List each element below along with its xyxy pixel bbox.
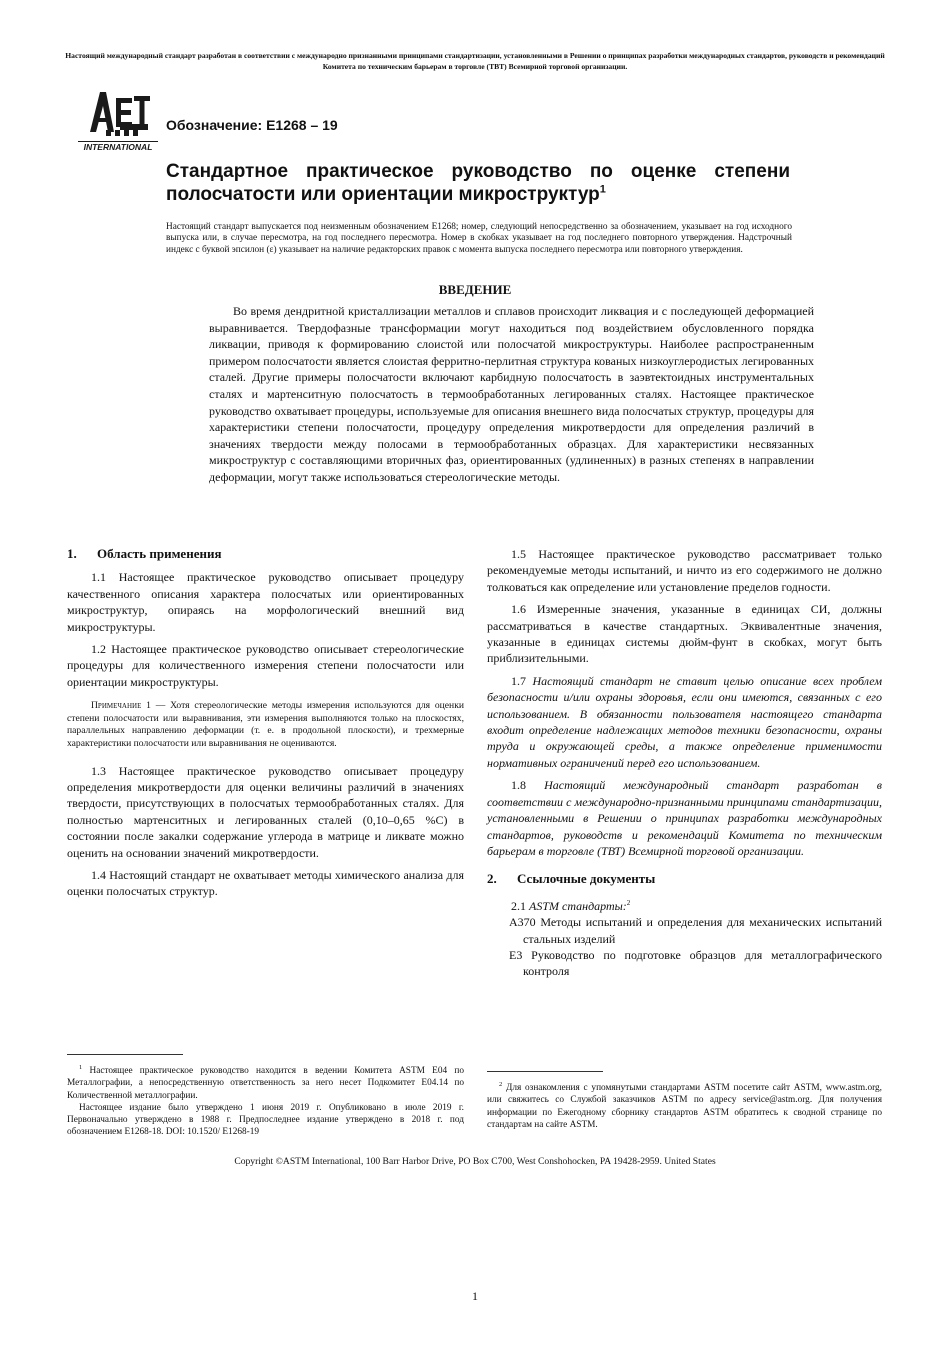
footnote-divider-left [67, 1054, 183, 1055]
astm-logo [76, 84, 160, 154]
left-column [67, 546, 464, 906]
designation: Обозначение: E1268 – 19 [166, 117, 338, 133]
footnote-2-mark: 2 [499, 1081, 503, 1088]
paragraph-1-3: 1.3 Настоящее практическое руководство описывает процедуру определения микротвердости для оценки величины различий в значениях твердости, присутствующих в полосчатых термообработанных сталях. Для полностью мартенситных и легированных сталей (0,10–0,65 %C) в состоянии после закалки содержание углерода в матрице и ликвате можно оценить на основании значений микротвердости. [67, 763, 464, 860]
title-footnote-mark: 1 [599, 183, 606, 196]
paragraph-1-7-number: 1.7 [511, 673, 526, 688]
paragraph-1-7-text: Настоящий стандарт не ставит целью описание всех проблем безопасности и/или охраны здоровья, если они имеются, связанных с его использованием. В обязанности пользователя настоящего стандарта входит определение надлежащих методов техники безопасности, охраны труда и окружающей среды, а также определение применимости нормативных ограничений перед его использованием. [487, 673, 882, 770]
right-column [487, 546, 882, 980]
note-1 [67, 700, 464, 750]
footnote-1-approval: Настоящее издание было утверждено 1 июня 2019 г. Опубликовано в июле 2019 г. Первоначально утверждено в 1988 г. Предпоследнее издание утверждено в 2018 г. под обозначением E1268-18. DOI: 10.1520/ E1268-19 [67, 1102, 464, 1138]
subsection-2-1-label: ASTM стандарты: [529, 898, 627, 913]
document-title-text: Стандартное практическое руководство по оценке степени полосчатости или ориентации микроструктур [166, 161, 790, 205]
note-1-text: Хотя стереологические методы измерения используются для оценки степени полосчатости или выравнивания, эти измерения выполняются только на плоскостях, параллельных направлению деформации (т. е. в продольной плоскости), и трехмерные характеристики полосчатости или выравнивания не оцениваются. [67, 700, 464, 750]
footnote-2-paragraph [487, 1079, 882, 1131]
paragraph-1-6: 1.6 Измеренные значения, указанные в единицах СИ, должны рассматриваться в качестве стандартных. Эквивалентные значения, указанные в единицах системы дюйм-фунт в скобках, могут быть приблизительными. [487, 602, 882, 666]
copyright: Copyright ©ASTM International, 100 Barr Harbor Drive, PO Box C700, West Conshohocken, PA 19428-2959. United States [234, 1156, 716, 1167]
footnote-1-paragraph [67, 1062, 464, 1102]
section-1-number: 1. [67, 546, 77, 561]
reference-code: E3 [509, 947, 523, 962]
paragraph-1-5: 1.5 Настоящее практическое руководство рассматривает только рекомендуемые методы испытаний, и ничто из его содержимого не должно толковаться как определение или установление пределов годности. [487, 547, 882, 594]
paragraph-1-7 [487, 673, 882, 771]
section-2-number: 2. [487, 871, 497, 887]
footnote-2-text: Для ознакомления с упомянутыми стандартами ASTM посетите сайт ASTM, www.astm.org, или свяжитесь со Службой заказчиков ASTM по адресу service@astm.org. Для получения информации по Ежегодному сборнику стандартов ASTM обратитесь к сводной странице по стандартам на сайте ASTM. [487, 1083, 882, 1130]
reference-item [487, 947, 882, 980]
reference-code: A370 [509, 915, 536, 930]
paragraph-1-8-text: Настоящий международный стандарт разработан в соответствии с международно-признанными принципами стандартизации, установленными в Решении о принципах разработки международных стандартов, руководств и рекомендаций Комитета по техническим барьерам в торговле (ТВТ) Всемирной торговой организации. [487, 778, 882, 858]
reference-title: Методы испытаний и определения для механических испытаний стальных изделий [523, 915, 883, 946]
paragraph-1-8 [487, 777, 882, 859]
footnote-2 [487, 1079, 882, 1131]
footnote-1 [67, 1062, 464, 1138]
subsection-2-1-number: 2.1 [511, 898, 526, 913]
standards-notice: Настоящий международный стандарт разработан в соответствии с международно признанными принципами стандартизации, установленными в Решении о принципах разработки международных стандартов, руководств и рекомендаций Комитета по техническим барьерам в торговле (ТВТ) Всемирной торговой организации. [65, 51, 885, 71]
footnote-1-mark: 1 [79, 1064, 83, 1071]
astm-logo-icon [76, 84, 160, 154]
document-title [166, 160, 790, 206]
introduction-heading: ВВЕДЕНИЕ [438, 282, 512, 297]
section-2-title: Ссылочные документы [517, 871, 656, 887]
subsection-2-1-footnote-mark: 2 [626, 898, 631, 907]
section-2-heading [487, 871, 882, 887]
section-1-heading [67, 546, 464, 562]
issuance-statement: Настоящий стандарт выпускается под неизменным обозначением E1268; номер, следующий непосредственно за обозначением, указывает на год исходного выпуска или, в случае пересмотра, на год последнего пересмотра. Номер в скобках указывает на год последнего повторного утверждения. Надстрочный индекс с буквой эпсилон (ε) указывает на наличие редакторских правок с момента выпуска последнего пересмотра или повторного утверждения. [166, 222, 792, 255]
paragraph-1-8-number: 1.8 [511, 778, 526, 793]
section-1-title: Область применения [97, 546, 222, 561]
astm-logo-caption: INTERNATIONAL [83, 142, 153, 152]
reference-title: Руководство по подготовке образцов для металлографического контроля [523, 947, 883, 979]
page-number: 1 [472, 1289, 478, 1303]
introduction-text: Во время дендритной кристаллизации металлов и сплавов происходит ликвация и с последующей деформацией выравнивается. Твердофазные трансформации могут находиться под воздействием обусловленного порядка ликвации, приводя к формированию слоистой или полосчатой микроструктуры. Наиболее распространенным примером полосчатости является слоистая ферритно-перлитная структура кованых низкоуглеродистых легированных сталей. Другие примеры полосчатости включают карбидную полосчатость в заэвтектоидных инструментальных сталях и мартенситную полосчатость в термообработанных легированных сталях. Настоящее практическое руководство охватывает процедуры, используемые для описания внешнего вида полосчатых структур, процедуры для характеристики степени полосчатости, процедуру определения микротвердости для определения различий в значениях твердости между полосами в термообработанных образцах. Для характеристики несвязанных микроструктур с составляющими вторичных фаз, ориентированных (удлиненных) в разных степенях в направлении деформации, могут также использоваться стереологические методы. [209, 304, 814, 484]
reference-item [487, 914, 882, 947]
paragraph-1-2: 1.2 Настоящее практическое руководство описывает стереологические процедуры для количественного измерения степени полосчатости или ориентации микроструктуры. [67, 642, 464, 689]
footnote-1-text: Настоящее практическое руководство находится в ведении Комитета ASTM E04 по Металлографии, а непосредственную ответственность за него несет Подкомитет E04.14 по Количественной металлографии. [67, 1066, 465, 1101]
footnote-divider-right [487, 1071, 603, 1072]
note-1-label: Примечание 1 — [91, 700, 166, 712]
subsection-2-1 [487, 895, 882, 914]
paragraph-1-4: 1.4 Настоящий стандарт не охватывает методы химического анализа для оценки полосчатых структур. [67, 868, 464, 899]
paragraph-1-1: 1.1 Настоящее практическое руководство описывает процедуру качественного описания характера полосчатых или ориентированных микроструктур, опираясь на морфологический внешний вид микроструктуры. [67, 570, 464, 634]
